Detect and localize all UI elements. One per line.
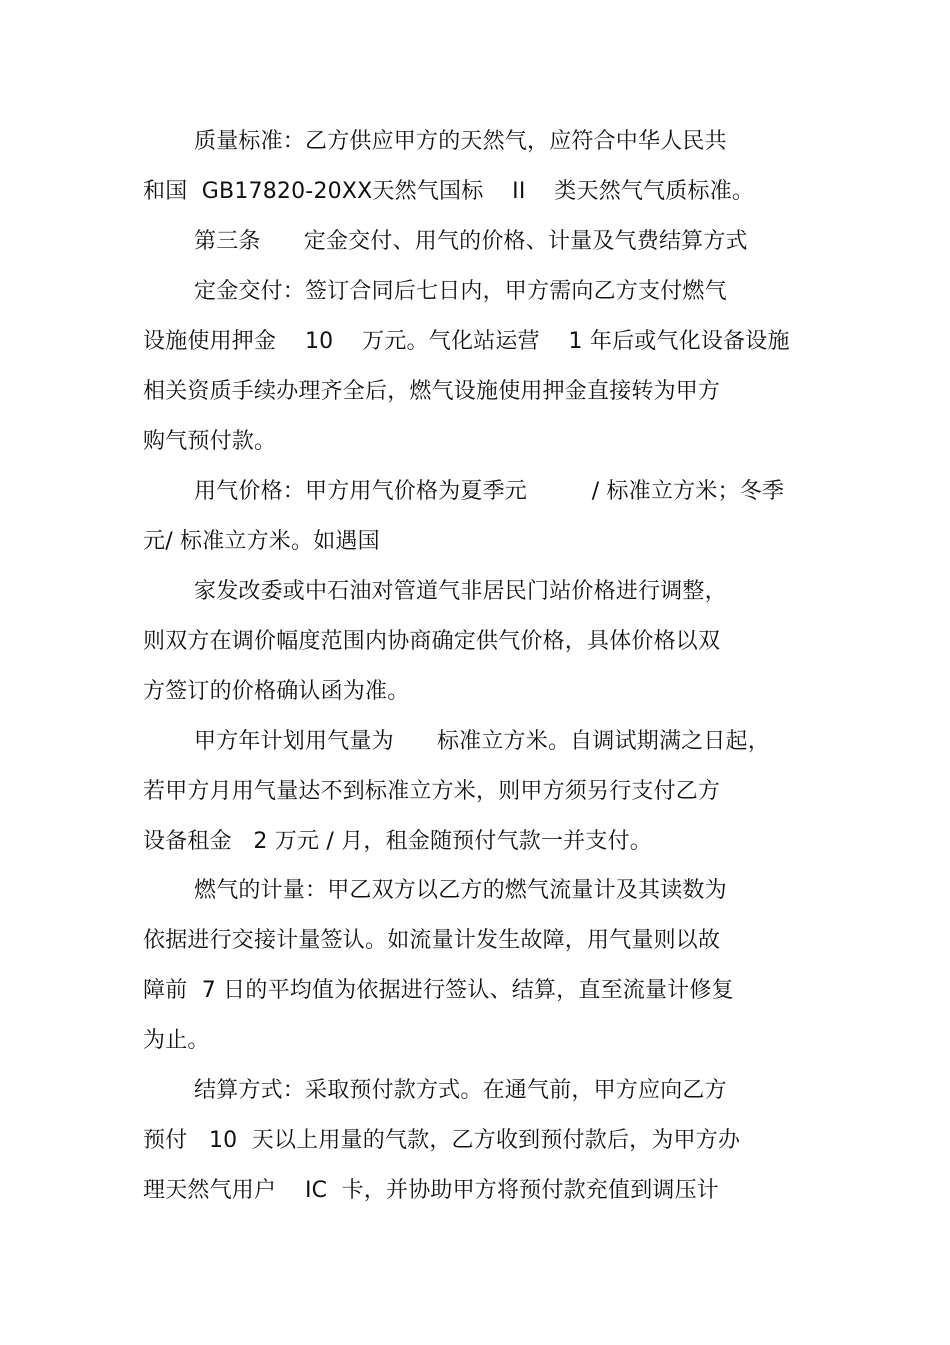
paragraph-line: 若甲方月用气量达不到标准立方米，则甲方须另行支付乙方 <box>143 779 721 804</box>
paragraph-line: 为止。 <box>143 1028 210 1053</box>
article-heading: 第三条 定金交付、用气的价格、计量及气费结算方式 <box>194 229 748 254</box>
paragraph-line: 则双方在调价幅度范围内协商确定供气价格，具体价格以双 <box>143 629 721 654</box>
paragraph-line: 用气价格：甲方用气价格为夏季元 / 标准立方米；冬季 <box>194 479 785 504</box>
paragraph-line: 燃气的计量：甲乙双方以乙方的燃气流量计及其读数为 <box>194 878 727 903</box>
paragraph-line: 依据进行交接计量签认。如流量计发生故障，用气量则以故 <box>143 928 721 953</box>
paragraph-line: 理天然气用户 IC 卡，并协助甲方将预付款充值到调压计 <box>143 1178 720 1203</box>
paragraph-line: 设施使用押金 10 万元。气化站运营 1 年后或气化设备设施 <box>143 329 790 354</box>
paragraph-line: 设备租金 2 万元 / 月，租金随预付气款一并支付。 <box>143 829 652 854</box>
paragraph-line: 甲方年计划用气量为 标准立方米。自调试期满之日起， <box>194 729 770 754</box>
paragraph-line: 和国 GB17820-20XX天然气国标 II 类天然气气质标准。 <box>143 179 755 204</box>
paragraph-line: 障前 7 日的平均值为依据进行签认、结算，直至流量计修复 <box>143 978 734 1003</box>
paragraph-line: 相关资质手续办理齐全后，燃气设施使用押金直接转为甲方 <box>143 379 721 404</box>
paragraph-line: 购气预付款。 <box>143 429 277 454</box>
paragraph-line: 结算方式：采取预付款方式。在通气前，甲方应向乙方 <box>194 1078 727 1103</box>
paragraph-line: 定金交付：签订合同后七日内，甲方需向乙方支付燃气 <box>194 279 727 304</box>
paragraph-line: 预付 10 天以上用量的气款，乙方收到预付款后，为甲方办 <box>143 1128 741 1153</box>
paragraph-line: 元/ 标准立方米。如遇国 <box>143 529 380 554</box>
paragraph-line: 家发改委或中石油对管道气非居民门站价格进行调整， <box>194 579 727 604</box>
paragraph-line: 质量标准：乙方供应甲方的天然气，应符合中华人民共 <box>194 129 727 154</box>
paragraph-line: 方签订的价格确认函为准。 <box>143 679 410 704</box>
